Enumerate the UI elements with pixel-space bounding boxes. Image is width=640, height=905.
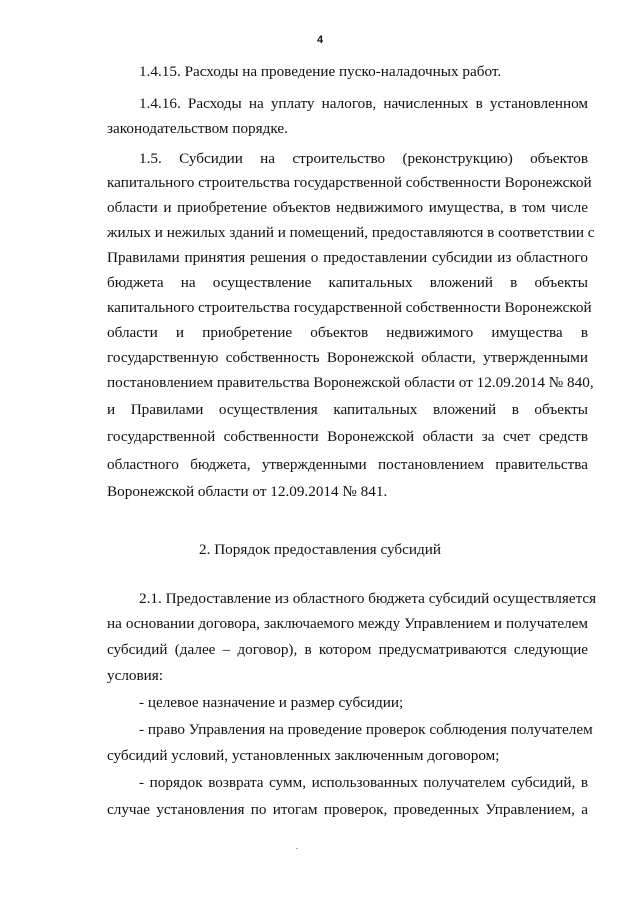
- paragraph-1-5-line-10: постановлением правительства Воронежской области от 12.09.2014 № 840,: [107, 374, 594, 391]
- paragraph-1-5-line-5: Правилами принятия решения о предоставлении субсидии из областного: [107, 249, 588, 266]
- condition-item-3-line-1: - порядок возврата сумм, использованных получателем субсидий, в: [139, 774, 588, 791]
- paragraph-2-1-line-4: условия:: [107, 667, 164, 684]
- paragraph-2-1-line-2: на основании договора, заключаемого между Управлением и получателем: [107, 615, 588, 632]
- scan-artifact: [296, 848, 298, 849]
- condition-item-2-line-1: - право Управления на проведение проверок соблюдения получателем: [139, 721, 593, 738]
- paragraph-1-5-line-12: государственной собственности Воронежской области за счет средств: [107, 428, 588, 445]
- paragraph-1-5-line-2: капитального строительства государственной собственности Воронежской: [107, 174, 592, 191]
- paragraph-1-4-16-line-2: законодательством порядке.: [107, 120, 288, 137]
- condition-item-3-line-2: случае установления по итогам проверок, проведенных Управлением, а: [107, 801, 588, 818]
- paragraph-1-4-16-line-1: 1.4.16. Расходы на уплату налогов, начисленных в установленном: [139, 95, 588, 112]
- paragraph-2-1-line-1: 2.1. Предоставление из областного бюджета субсидий осуществляется: [139, 590, 597, 607]
- paragraph-1-5-line-4: жилых и нежилых зданий и помещений, предоставляются в соответствии с: [107, 224, 595, 241]
- paragraph-1-5-line-9: государственную собственность Воронежской области, утвержденными: [107, 349, 588, 366]
- paragraph-2-1-line-3: субсидий (далее – договор), в котором предусматриваются следующие: [107, 641, 588, 658]
- paragraph-1-5-line-8: области и приобретение объектов недвижимого имущества в: [107, 324, 588, 341]
- condition-item-1: - целевое назначение и размер субсидии;: [139, 694, 404, 711]
- paragraph-1-5-line-11: и Правилами осуществления капитальных вложений в объекты: [107, 401, 588, 418]
- paragraph-1-5-line-14: Воронежской области от 12.09.2014 № 841.: [107, 483, 388, 500]
- paragraph-1-5-line-13: областного бюджета, утвержденными постановлением правительства: [107, 456, 588, 473]
- paragraph-1-5-line-3: области и приобретение объектов недвижимого имущества, в том числе: [107, 199, 588, 216]
- paragraph-1-5-line-7: капитального строительства государственной собственности Воронежской: [107, 299, 592, 316]
- page-number: 4: [316, 34, 324, 46]
- paragraph-1-5-line-1: 1.5. Субсидии на строительство (реконструкцию) объектов: [139, 150, 588, 167]
- paragraph-1-4-15: 1.4.15. Расходы на проведение пуско-наладочных работ.: [139, 63, 502, 80]
- section-2-heading: 2. Порядок предоставления субсидий: [199, 541, 441, 558]
- paragraph-1-5-line-6: бюджета на осуществление капитальных вложений в объекты: [107, 274, 588, 291]
- condition-item-2-line-2: субсидий условий, установленных заключенным договором;: [107, 747, 500, 764]
